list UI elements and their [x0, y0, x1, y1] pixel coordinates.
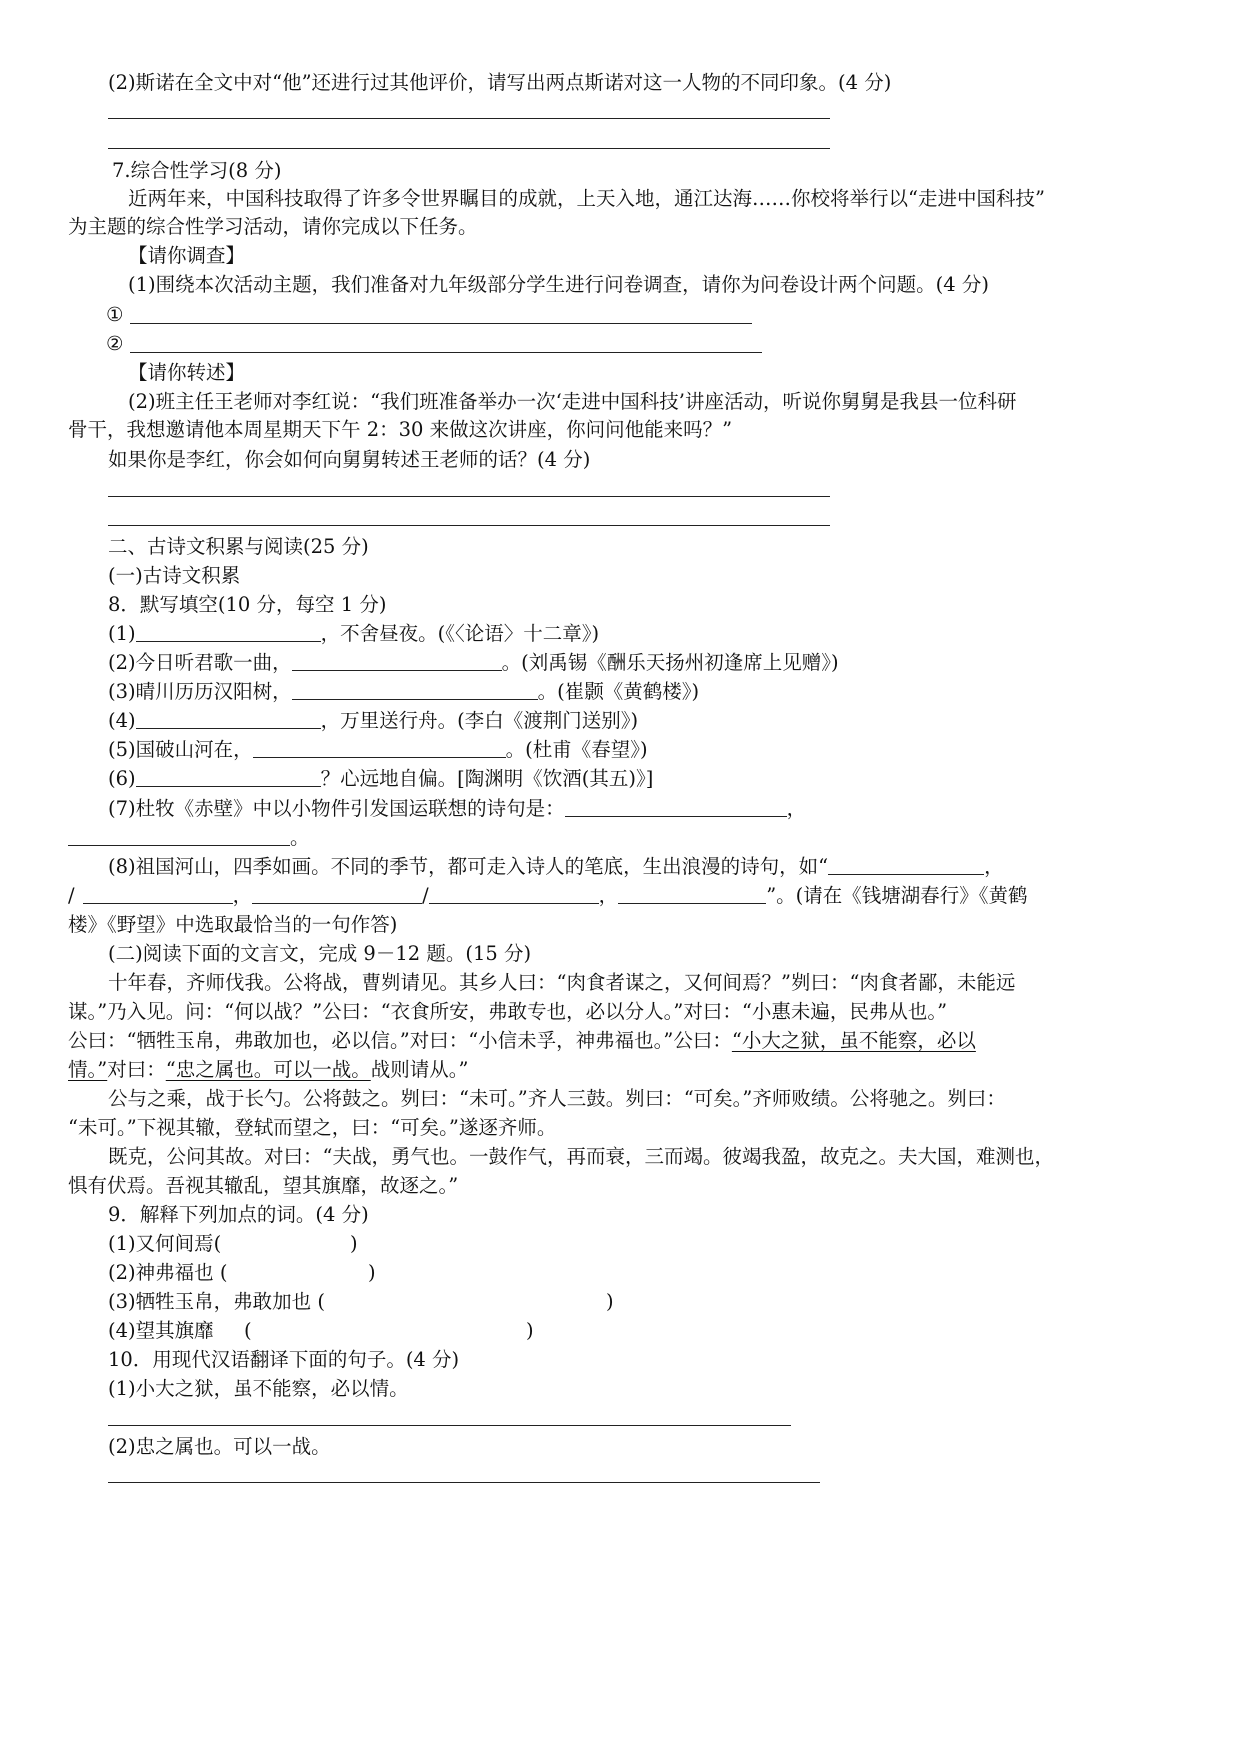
item-text: ，万里送行舟。(李白《渡荆门送别》) — [320, 709, 639, 732]
passage-p1-line-3 — [68, 1028, 976, 1054]
survey-heading: 【请你调查】 — [128, 244, 246, 267]
item-text: (7)杜牧《赤壁》中以小物件引发国运联想的诗句是： — [108, 797, 565, 820]
fill-blank[interactable] — [429, 883, 599, 904]
q8-item-8-line3: 楼》《野望》中选取最恰当的一句作答) — [68, 913, 398, 936]
answer-line[interactable] — [130, 352, 762, 353]
relay-line-2: 骨干，我想邀请他本周星期天下午 2：30 来做这次讲座，你问问他能来吗？” — [68, 418, 733, 441]
item-text: ， — [984, 855, 1004, 878]
item-text: / — [68, 884, 75, 907]
q9-title: 9．解释下列加点的词。(4 分) — [108, 1203, 369, 1226]
q8-item-8 — [108, 854, 1004, 880]
passage-p1-line-1: 十年春，齐师伐我。公将战，曹刿请见。其乡人曰：“肉食者谋之，又何间焉？”刿曰：“肉食者鄙，未能远 — [108, 971, 1016, 994]
item-text: 。 — [290, 826, 310, 849]
q10-sentence-1: (1)小大之狱，虽不能察，必以情。 — [108, 1377, 409, 1400]
answer-line[interactable] — [108, 525, 830, 526]
item-text: ，不舍昼夜。(《〈论语〉十二章》) — [320, 622, 600, 645]
underlined-sentence: 情。” — [68, 1058, 108, 1081]
part2-sub1: (一)古诗文积累 — [108, 564, 241, 587]
passage-text: 公曰：“牺牲玉帛，弗敢加也，必以信。”对曰：“小信未孚，神弗福也。”公曰： — [68, 1029, 732, 1052]
close-paren: ) — [606, 1290, 614, 1313]
passage-text: 对曰： — [107, 1058, 166, 1081]
question-marker-1: ① — [106, 303, 124, 326]
answer-line[interactable] — [108, 1482, 820, 1483]
item-text: (2)今日听君歌一曲， — [108, 651, 292, 674]
item-text: 。(刘禹锡《酬乐天扬州初逢席上见赠》) — [501, 651, 839, 674]
fill-blank[interactable] — [292, 650, 502, 671]
fill-blank[interactable] — [136, 708, 321, 729]
part2-title: 二、古诗文积累与阅读(25 分) — [108, 535, 369, 558]
part2-sub2: (二)阅读下面的文言文，完成 9－12 题。(15 分) — [108, 942, 532, 965]
fill-blank[interactable] — [252, 883, 422, 904]
q8-item-6 — [108, 766, 653, 792]
q8-item-7-cont — [68, 825, 310, 851]
survey-prompt: (1)围绕本次活动主题，我们准备对九年级部分学生进行问卷调查，请你为问卷设计两个问题。(4 分) — [128, 273, 989, 296]
q6-2-prompt: (2)斯诺在全文中对“他”还进行过其他评价，请写出两点斯诺对这一人物的不同印象。(4 分) — [108, 71, 892, 94]
fill-blank[interactable] — [136, 766, 321, 787]
answer-line[interactable] — [108, 148, 830, 149]
item-text: (5)国破山河在， — [108, 738, 253, 761]
underlined-sentence: “小大之狱，虽不能察，必以 — [731, 1029, 976, 1052]
fill-blank[interactable] — [828, 854, 984, 875]
q8-item-4 — [108, 708, 638, 734]
item-text: ， — [232, 884, 253, 907]
q7-intro-line-1: 近两年来，中国科技取得了许多令世界瞩目的成就，上天入地，通江达海……你校将举行以“走进中国科技” — [128, 187, 1045, 210]
passage-p2-line-2: “未可。”下视其辙，登轼而望之，曰：“可矣。”遂逐齐师。 — [68, 1116, 557, 1139]
open-paren: ( — [244, 1319, 252, 1342]
q8-item-8-line2 — [68, 883, 1028, 909]
q8-title: 8．默写填空(10 分，每空 1 分) — [108, 593, 387, 616]
item-text: ， — [598, 884, 619, 907]
q8-item-7 — [108, 796, 806, 822]
q9-item-3: (3)牺牲玉帛，弗敢加也 ( — [108, 1290, 325, 1313]
relay-prompt: 如果你是李红，你会如何向舅舅转述王老师的话？(4 分) — [108, 448, 591, 471]
q9-item-2: (2)神弗福也 ( — [108, 1261, 228, 1284]
passage-text: 战则请从。” — [370, 1058, 469, 1081]
relay-heading: 【请你转述】 — [128, 361, 246, 384]
fill-blank[interactable] — [253, 737, 506, 758]
fill-blank[interactable] — [68, 825, 290, 846]
close-paren: ) — [368, 1261, 376, 1284]
passage-p3-line-1: 既克，公问其故。对曰：“夫战，勇气也。一鼓作气，再而衰，三而竭。彼竭我盈，故克之。夫大国，难测也， — [108, 1145, 1054, 1168]
answer-line[interactable] — [108, 118, 830, 119]
item-number: (6) — [108, 767, 136, 790]
q9-item-1: (1)又何间焉( — [108, 1232, 222, 1255]
q8-item-2 — [108, 650, 839, 676]
passage-p1-line-4 — [68, 1057, 468, 1083]
q8-item-5 — [108, 737, 648, 763]
item-text: (3)晴川历历汉阳树， — [108, 680, 292, 703]
q10-sentence-2: (2)忠之属也。可以一战。 — [108, 1435, 331, 1458]
q9-item-4: (4)望其旗靡 — [108, 1319, 214, 1342]
q8-item-3 — [108, 679, 699, 705]
fill-blank[interactable] — [618, 883, 766, 904]
item-text: ？心远地自偏。[陶渊明《饮酒(其五)》] — [320, 767, 654, 790]
q8-item-1 — [108, 621, 599, 647]
q7-title: 7.综合性学习(8 分) — [112, 159, 282, 182]
fill-blank[interactable] — [565, 796, 787, 817]
item-text: (8)祖国河山，四季如画。不同的季节，都可走入诗人的笔底，生出浪漫的诗句，如“ — [108, 855, 829, 878]
fill-blank[interactable] — [83, 883, 233, 904]
question-marker-2: ② — [106, 332, 124, 355]
answer-line[interactable] — [130, 323, 752, 324]
close-paren: ) — [526, 1319, 534, 1342]
item-text: ”。(请在《钱塘湖春行》《黄鹤 — [766, 884, 1028, 907]
close-paren: ) — [350, 1232, 358, 1255]
underlined-sentence: “忠之属也。可以一战。 — [165, 1058, 371, 1081]
passage-p2-line-1: 公与之乘，战于长勺。公将鼓之。刿曰：“未可。”齐人三鼓。刿曰：“可矣。”齐师败绩。公将驰之。刿曰： — [108, 1087, 1006, 1110]
item-text: 。(崔颢《黄鹤楼》) — [537, 680, 700, 703]
passage-p3-line-2: 惧有伏焉。吾视其辙乱，望其旗靡，故逐之。” — [68, 1174, 459, 1197]
item-number: (1) — [108, 622, 136, 645]
answer-line[interactable] — [108, 496, 830, 497]
item-text: / — [422, 884, 429, 907]
fill-blank[interactable] — [136, 621, 321, 642]
item-number: (4) — [108, 709, 136, 732]
passage-p1-line-2: 谋。”乃入见。问：“何以战？”公曰：“衣食所安，弗敢专也，必以分人。”对曰：“小惠未遍，民弗从也。” — [68, 1000, 948, 1023]
item-text: ， — [786, 797, 807, 820]
answer-line[interactable] — [108, 1425, 791, 1426]
item-text: 。(杜甫《春望》) — [505, 738, 648, 761]
q7-intro-line-2: 为主题的综合性学习活动，请你完成以下任务。 — [68, 215, 478, 238]
fill-blank[interactable] — [292, 679, 538, 700]
relay-line-1: (2)班主任王老师对李红说：“我们班准备举办一次‘走进中国科技’讲座活动，听说你舅舅是我县一位科研 — [128, 390, 1017, 413]
q10-title: 10．用现代汉语翻译下面的句子。(4 分) — [108, 1348, 460, 1371]
